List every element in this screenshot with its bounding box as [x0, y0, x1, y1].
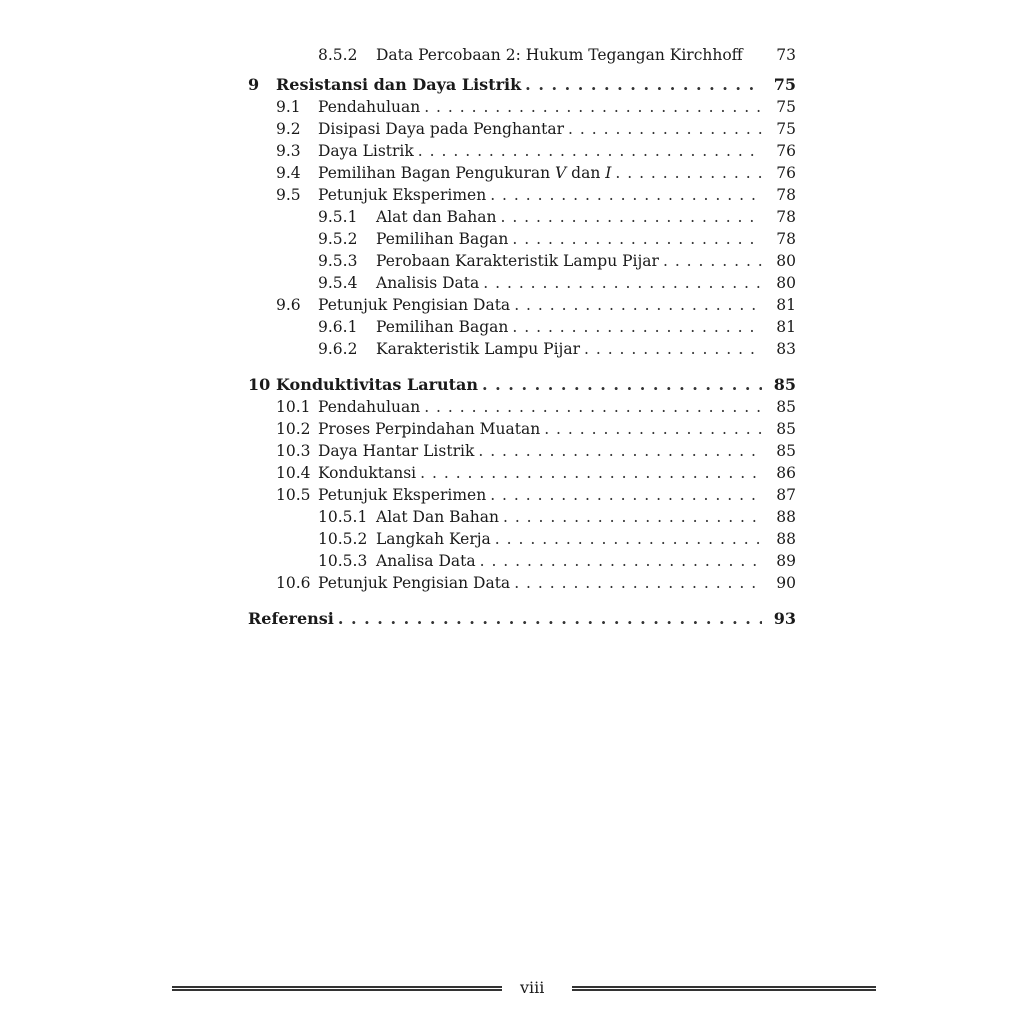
toc-entry-page: 75	[776, 98, 796, 116]
toc-entry-subsection[interactable]	[248, 528, 796, 550]
toc-entry-page: 88	[776, 530, 796, 548]
dot-leader	[483, 272, 762, 294]
toc-entry-page: 85	[776, 442, 796, 460]
toc-entry-title: Daya Listrik	[318, 140, 418, 162]
toc-entry-number: 9.4	[276, 164, 301, 182]
toc-entry-number: 10.5.1	[318, 508, 368, 526]
toc-entry-page: 85	[776, 420, 796, 438]
toc-entry-title: Data Percobaan 2: Hukum Tegangan Kirchhoff	[376, 44, 747, 66]
toc-entry-number: 9.6	[276, 296, 301, 314]
toc-entry-section[interactable]	[248, 294, 796, 316]
toc-entry-number: 10.4	[276, 464, 311, 482]
toc-entry-chapter[interactable]	[248, 74, 796, 96]
toc-entry-number: 10.5.2	[318, 530, 368, 548]
dot-leader	[514, 572, 762, 594]
dot-leader	[424, 396, 762, 418]
toc-entry-page: 75	[773, 75, 796, 94]
dot-leader	[482, 374, 762, 396]
toc-entry-number: 9.6.1	[318, 318, 358, 336]
toc-entry-title: Petunjuk Pengisian Data	[318, 294, 514, 316]
toc-entry-subsection[interactable]	[248, 272, 796, 294]
dot-leader	[747, 38, 762, 60]
toc-entry-number: 9.1	[276, 98, 301, 116]
page-footer	[172, 977, 876, 999]
toc-entry-section[interactable]	[248, 440, 796, 462]
toc-entry-subsection[interactable]	[248, 250, 796, 272]
dot-leader	[512, 228, 762, 250]
toc-entry-section[interactable]	[248, 140, 796, 162]
toc-entry-number: 9.5.1	[318, 208, 358, 226]
toc-entry-subsection[interactable]	[248, 316, 796, 338]
toc-entry-section[interactable]	[248, 484, 796, 506]
toc-entry-title: Perobaan Karakteristik Lampu Pijar	[376, 250, 663, 272]
toc-entry-page: 86	[776, 464, 796, 482]
dot-leader	[525, 74, 762, 96]
toc-entry-number: 9	[248, 75, 260, 94]
dot-leader	[420, 462, 762, 484]
toc-entry-section[interactable]	[248, 118, 796, 140]
toc-entry-chapter[interactable]	[248, 374, 796, 396]
toc-entry-subsection[interactable]	[248, 550, 796, 572]
footer-rule-left	[172, 986, 502, 991]
footer-rule-right	[572, 986, 876, 991]
toc-entry-number: 10.5.3	[318, 552, 368, 570]
toc-entry-title: Petunjuk Eksperimen	[318, 484, 490, 506]
toc-entry-subsection[interactable]	[248, 506, 796, 528]
toc-entry-page: 78	[776, 186, 796, 204]
toc-entry-title: Petunjuk Eksperimen	[318, 184, 490, 206]
toc-entry-section[interactable]	[248, 96, 796, 118]
toc-entry-number: 9.5.2	[318, 230, 358, 248]
dot-leader	[418, 140, 762, 162]
toc-entry-page: 76	[776, 142, 796, 160]
toc-entry-page: 76	[776, 164, 796, 182]
toc-entry-title: Langkah Kerja	[376, 528, 495, 550]
toc-entry-title: Analisis Data	[376, 272, 483, 294]
dot-leader	[490, 184, 762, 206]
toc-entry-title: Pemilihan Bagan	[376, 316, 512, 338]
toc-entry-page: 78	[776, 230, 796, 248]
toc-entry-title: Pendahuluan	[318, 396, 424, 418]
dot-leader	[514, 294, 762, 316]
toc-entry-number: 10.3	[276, 442, 311, 460]
toc-entry-page: 89	[776, 552, 796, 570]
toc-entry-title: Pemilihan Bagan	[376, 228, 512, 250]
toc-entry-number: 8.5.2	[318, 46, 358, 64]
toc-entry-page: 87	[776, 486, 796, 504]
toc-entry-subsection[interactable]	[248, 228, 796, 250]
toc-entry-number: 10.5	[276, 486, 311, 504]
dot-leader	[512, 316, 762, 338]
dot-leader	[338, 608, 762, 630]
dot-leader	[495, 528, 762, 550]
toc-entry-page: 85	[773, 375, 796, 394]
toc-entry-number: 9.5	[276, 186, 301, 204]
toc-entry-page: 80	[776, 252, 796, 270]
toc-entry-subsection[interactable]	[248, 338, 796, 360]
toc-entry-title: Petunjuk Pengisian Data	[318, 572, 514, 594]
toc-entry-number: 9.6.2	[318, 340, 358, 358]
toc-entry-title: Alat Dan Bahan	[376, 506, 503, 528]
toc-entry-number: 9.5.4	[318, 274, 358, 292]
dot-leader	[500, 206, 762, 228]
toc-entry-chapter[interactable]	[248, 608, 796, 630]
toc-entry-page: 93	[773, 609, 796, 628]
toc-entry-section[interactable]	[248, 462, 796, 484]
toc-entry-section[interactable]	[248, 396, 796, 418]
dot-leader	[615, 162, 762, 184]
toc-entry-number: 9.2	[276, 120, 301, 138]
toc-entry-title: Proses Perpindahan Muatan	[318, 418, 544, 440]
toc-entry-page: 85	[776, 398, 796, 416]
toc-entry-title: Disipasi Daya pada Penghantar	[318, 118, 568, 140]
toc-entry-title: Analisa Data	[376, 550, 480, 572]
toc-entry-section[interactable]	[248, 572, 796, 594]
dot-leader	[584, 338, 762, 360]
toc-entry-page: 75	[776, 120, 796, 138]
toc-entry-section[interactable]	[248, 418, 796, 440]
toc-entry-number: 9.5.3	[318, 252, 358, 270]
toc-entry-page: 88	[776, 508, 796, 526]
toc-entry-number: 10	[248, 375, 271, 394]
dot-leader	[544, 418, 762, 440]
toc-entry-title: Resistansi dan Daya Listrik	[276, 74, 525, 96]
toc-entry-page: 78	[776, 208, 796, 226]
dot-leader	[663, 250, 762, 272]
page-number: viii	[520, 978, 545, 997]
toc-entry-page: 81	[776, 318, 796, 336]
toc-entry-number: 10.1	[276, 398, 311, 416]
toc-entry-number: 10.2	[276, 420, 311, 438]
toc-entry-page: 73	[776, 46, 796, 64]
toc-entry-number: 10.6	[276, 574, 311, 592]
toc-entry-title: Pemilihan Bagan Pengukuran V dan I	[318, 162, 615, 184]
toc-entry-title: Karakteristik Lampu Pijar	[376, 338, 584, 360]
dot-leader	[424, 96, 762, 118]
toc-entry-subsection[interactable]	[248, 206, 796, 228]
toc-entry-page: 83	[776, 340, 796, 358]
dot-leader	[490, 484, 762, 506]
toc-entry-subsection[interactable]	[248, 38, 796, 64]
dot-leader	[568, 118, 762, 140]
toc-entry-title: Konduktivitas Larutan	[276, 374, 482, 396]
toc-entry-page: 80	[776, 274, 796, 292]
toc-entry-title: Referensi	[248, 608, 338, 630]
toc-entry-page: 81	[776, 296, 796, 314]
toc-entry-section[interactable]	[248, 184, 796, 206]
table-of-contents	[248, 38, 796, 630]
toc-entry-page: 90	[776, 574, 796, 592]
toc-entry-title: Konduktansi	[318, 462, 420, 484]
dot-leader	[480, 550, 762, 572]
dot-leader	[503, 506, 762, 528]
toc-entry-title: Daya Hantar Listrik	[318, 440, 478, 462]
dot-leader	[478, 440, 762, 462]
toc-entry-title: Alat dan Bahan	[376, 206, 500, 228]
toc-entry-title: Pendahuluan	[318, 96, 424, 118]
toc-entry-section[interactable]	[248, 162, 796, 184]
toc-entry-number: 9.3	[276, 142, 301, 160]
